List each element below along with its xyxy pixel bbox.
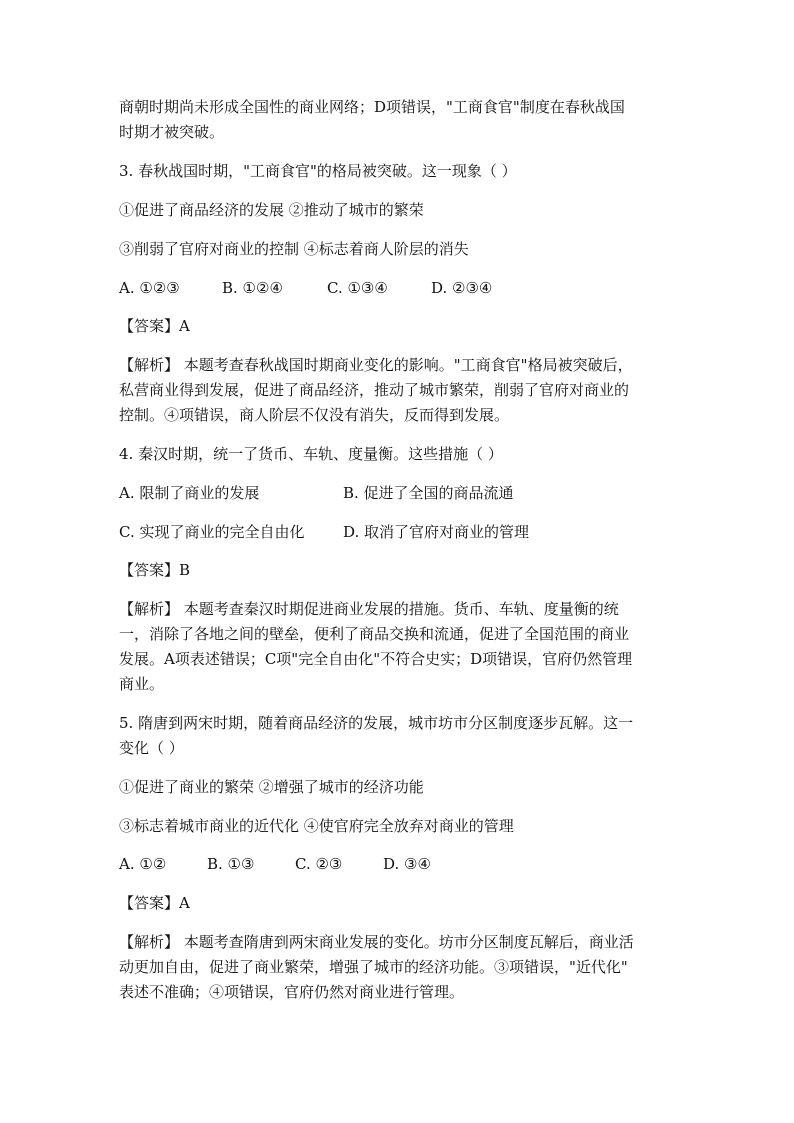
intro-line-1: 商朝时期尚未形成全国性的商业网络；D项错误，"工商食官"制度在春秋战国 — [119, 98, 625, 116]
question-4-option-a: A. 限制了商业的发展 — [119, 484, 260, 502]
question-4-analysis-line-3: 发展。A项表述错误；C项"完全自由化"不符合史实；D项错误，官府仍然管理 — [119, 650, 633, 668]
question-5-stem-line-2: 变化（ ） — [119, 739, 184, 757]
question-5-item-2: ③标志着城市商业的近代化 ④使官府完全放弃对商业的管理 — [119, 817, 514, 835]
question-3-item-1: ①促进了商品经济的发展 ②推动了城市的繁荣 — [119, 201, 424, 219]
question-4-analysis-line-1: 【解析】 本题考查秦汉时期促进商业发展的措施。货币、车轨、度量衡的统 — [119, 600, 619, 618]
question-3-item-2: ③削弱了官府对商业的控制 ④标志着商人阶层的消失 — [119, 240, 469, 258]
question-3-option-b: B. ①②④ — [222, 279, 283, 297]
question-5-analysis-line-2: 动更加自由，促进了商业繁荣，增强了城市的经济功能。③项错误，"近代化" — [119, 958, 628, 976]
question-5-option-b: B. ①③ — [207, 855, 255, 873]
question-3-option-d: D. ②③④ — [431, 279, 493, 297]
question-4-stem: 4. 秦汉时期，统一了货币、车轨、度量衡。这些措施（ ） — [119, 445, 503, 463]
question-4-answer: 【答案】B — [119, 561, 191, 579]
question-5-option-c: C. ②③ — [295, 855, 343, 873]
question-5-answer: 【答案】A — [119, 894, 190, 912]
question-3-stem: 3. 春秋战国时期，"工商食官"的格局被突破。这一现象（ ） — [119, 162, 517, 180]
question-5-option-a: A. ①② — [119, 855, 167, 873]
question-3-option-c: C. ①③④ — [327, 279, 388, 297]
question-3-answer: 【答案】A — [119, 317, 190, 335]
question-4-option-c: C. 实现了商业的完全自由化 — [119, 523, 305, 541]
intro-line-2: 时期才被突破。 — [119, 123, 225, 141]
question-5-analysis-line-1: 【解析】 本题考查隋唐到两宋商业发展的变化。坊市分区制度瓦解后，商业活 — [119, 933, 634, 951]
question-4-option-b: B. 促进了全国的商品流通 — [343, 484, 514, 502]
question-3-option-a: A. ①②③ — [119, 279, 180, 297]
question-3-analysis-line-1: 【解析】 本题考查春秋战国时期商业变化的影响。"工商食官"格局被突破后， — [119, 356, 633, 374]
question-5-option-d: D. ③④ — [383, 855, 431, 873]
question-3-analysis-line-2: 私营商业得到发展，促进了商品经济，推动了城市繁荣，削弱了官府对商业的 — [119, 381, 630, 399]
question-4-analysis-line-4: 商业。 — [119, 675, 165, 693]
question-5-item-1: ①促进了商业的繁荣 ②增强了城市的经济功能 — [119, 778, 424, 796]
question-5-analysis-line-3: 表述不准确；④项错误，官府仍然对商业进行管理。 — [119, 983, 465, 1001]
question-4-analysis-line-2: 一，消除了各地之间的壁垒，便利了商品交换和流通，促进了全国范围的商业 — [119, 625, 630, 643]
question-3-analysis-line-3: 控制。④项错误，商人阶层不仅没有消失，反而得到发展。 — [119, 406, 510, 424]
question-5-stem-line-1: 5. 隋唐到两宋时期，随着商品经济的发展，城市坊市分区制度逐步瓦解。这一 — [119, 714, 634, 732]
question-4-option-d: D. 取消了官府对商业的管理 — [343, 523, 530, 541]
